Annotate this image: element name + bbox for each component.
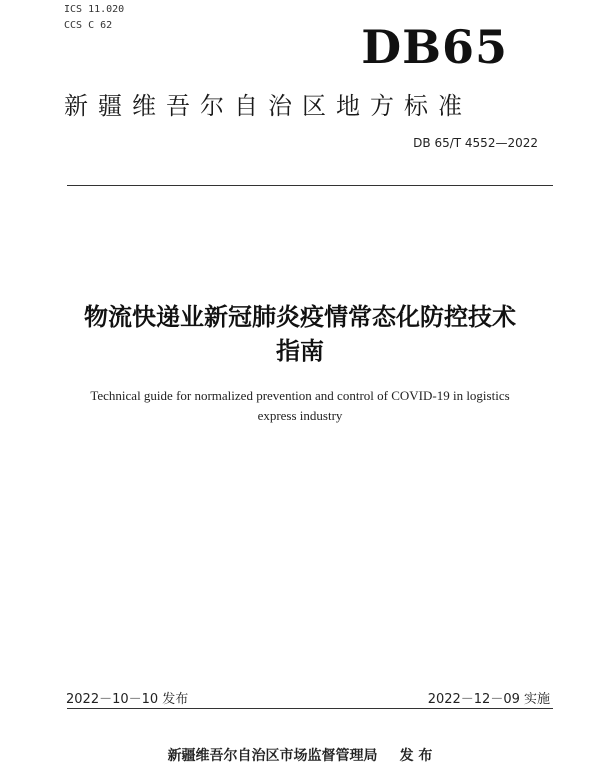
- publish-action: 发 布: [399, 748, 433, 764]
- english-title-line-1: Technical guide for normalized prevention and control of COVID-19 in logistics: [90, 388, 510, 403]
- standard-type-heading: 新疆维吾尔自治区地方标准: [64, 92, 472, 120]
- publisher-line: [0, 745, 600, 765]
- publisher-name: 新疆维吾尔自治区市场监督管理局: [167, 748, 378, 764]
- chinese-title-line-1: 物流快递业新冠肺炎疫情常态化防控技术: [84, 303, 516, 331]
- chinese-title: [0, 300, 600, 368]
- issue-date: 2022－10－10 发布: [66, 692, 189, 707]
- header-divider: [67, 185, 553, 186]
- footer-divider: [67, 708, 553, 709]
- standard-number: DB 65/T 4552—2022: [413, 136, 538, 150]
- implementation-date: 2022－12－09 实施: [427, 692, 550, 707]
- db-logo: DB65: [361, 20, 508, 74]
- ics-code: ICS 11.020: [64, 4, 125, 15]
- ccs-code: CCS C 62: [64, 20, 113, 31]
- english-title: [0, 386, 600, 426]
- english-title-line-2: express industry: [257, 408, 343, 423]
- chinese-title-line-2: 指南: [276, 337, 324, 365]
- classification-codes: [64, 2, 124, 34]
